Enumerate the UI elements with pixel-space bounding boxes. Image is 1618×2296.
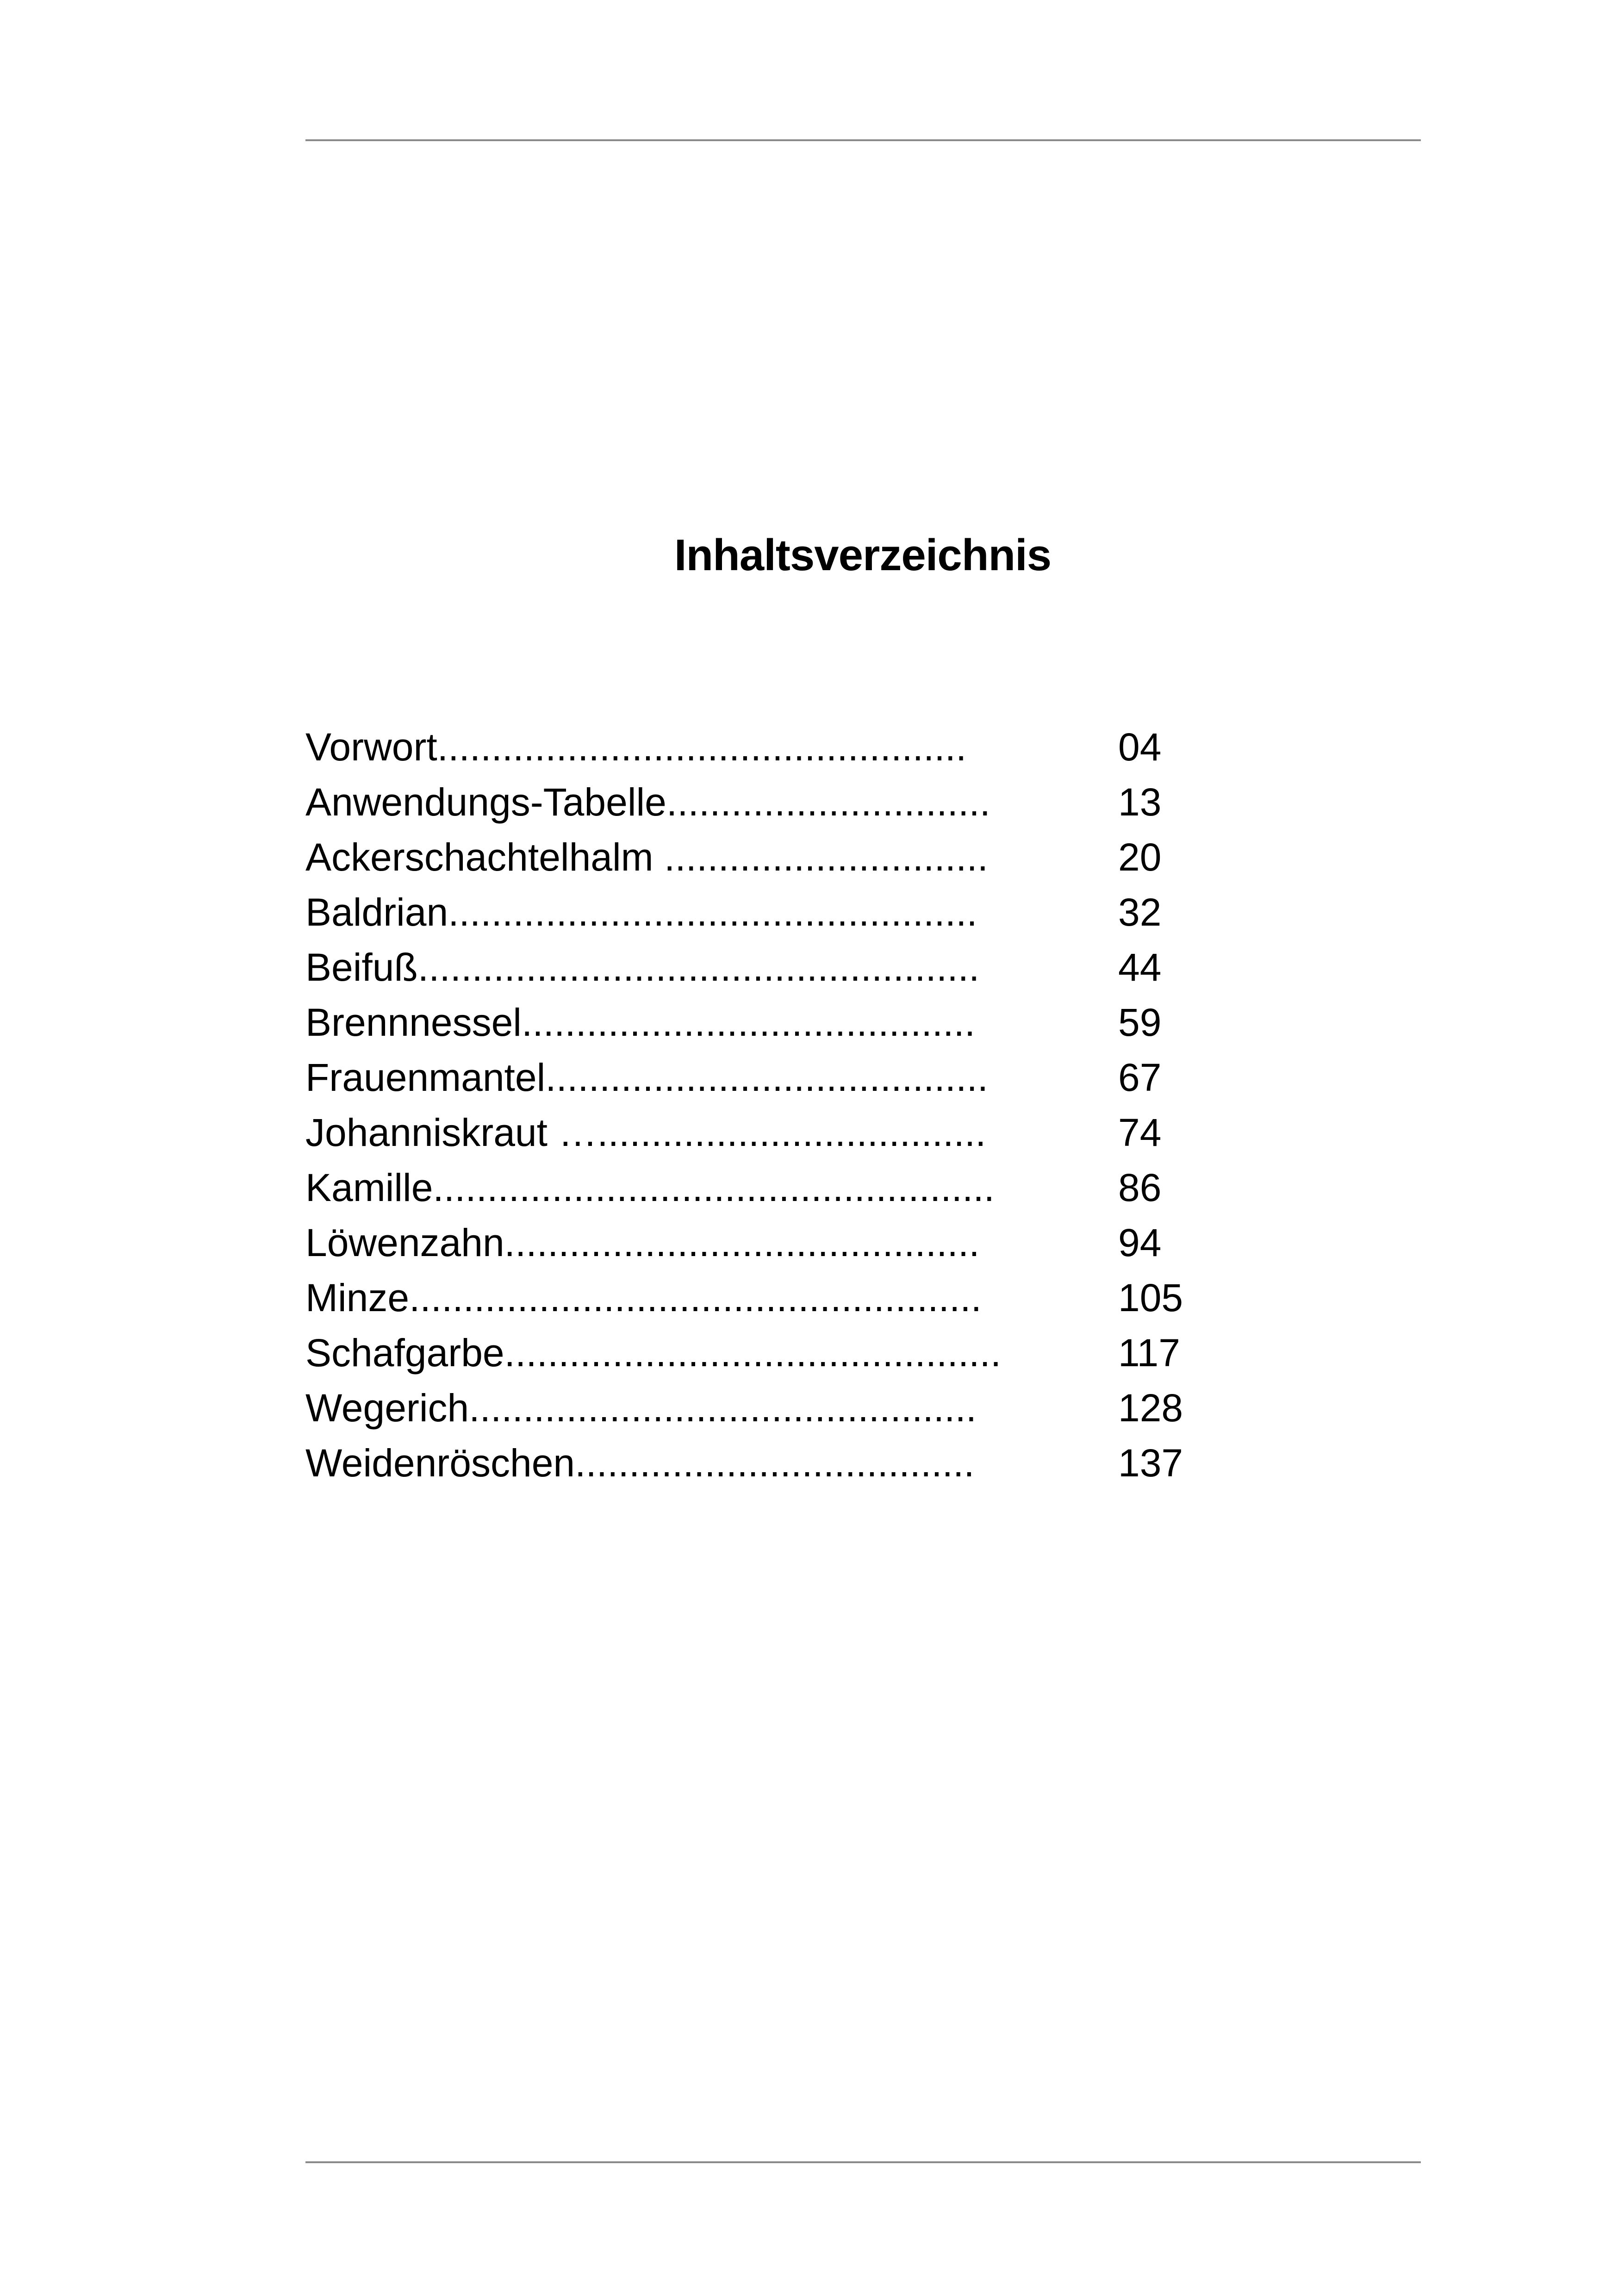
toc-entry-label: Baldrian.................................................: [305, 890, 977, 934]
toc-entry-label: Vorwort.................................................: [305, 725, 967, 769]
toc-entry: [305, 1381, 1231, 1436]
toc-entry-label: Wegerich...............................................: [305, 1386, 977, 1430]
toc-entry-page: 32: [1118, 890, 1162, 934]
toc-entry: [305, 1105, 1231, 1160]
toc-entry: [305, 1160, 1231, 1215]
toc-entry-label: Beifuß....................................................: [305, 946, 980, 989]
header-rule: [305, 139, 1421, 141]
toc-entry: [305, 1270, 1231, 1325]
toc-entry-label: Kamille....................................................: [305, 1166, 995, 1209]
table-of-contents: [305, 720, 1231, 1491]
toc-entry: [305, 995, 1231, 1050]
toc-entry-label: Ackerschachtelhalm ..............................: [305, 835, 989, 879]
toc-entry-label: Weidenröschen.....................................: [305, 1441, 975, 1485]
toc-entry-label: Anwendungs-Tabelle..............................: [305, 780, 991, 824]
toc-entry: [305, 1325, 1231, 1381]
toc-entry-page: 44: [1118, 946, 1162, 989]
toc-entry-label: Brennnessel..........................................: [305, 1001, 976, 1044]
toc-entry-page: 13: [1118, 780, 1162, 824]
toc-entry: [305, 830, 1231, 885]
toc-entry: [305, 720, 1231, 775]
toc-entry-page: 67: [1118, 1056, 1162, 1099]
toc-entry: [305, 940, 1231, 995]
toc-entry: [305, 885, 1231, 940]
toc-entry-page: 137: [1118, 1441, 1183, 1485]
toc-entry-page: 105: [1118, 1276, 1183, 1319]
toc-entry-label: Schafgarbe..............................................: [305, 1331, 1002, 1375]
toc-entry-page: 94: [1118, 1221, 1162, 1264]
page-title: Inhaltsverzeichnis: [674, 530, 1052, 580]
toc-entry-label: Johanniskraut …....................................: [305, 1111, 986, 1154]
toc-entry: [305, 1215, 1231, 1270]
toc-entry-page: 128: [1118, 1386, 1183, 1430]
toc-entry-page: 59: [1118, 1001, 1162, 1044]
footer-rule: [305, 2161, 1421, 2163]
toc-entry-page: 20: [1118, 835, 1162, 879]
toc-entry-page: 04: [1118, 725, 1162, 769]
toc-entry-label: Löwenzahn............................................: [305, 1221, 980, 1264]
toc-entry: [305, 1050, 1231, 1105]
toc-entry-label: Frauenmantel.........................................: [305, 1056, 989, 1099]
toc-entry-page: 74: [1118, 1111, 1162, 1154]
toc-entry-page: 117: [1118, 1331, 1180, 1375]
toc-entry: [305, 775, 1231, 830]
toc-entry-page: 86: [1118, 1166, 1162, 1209]
toc-entry: [305, 1436, 1231, 1491]
toc-entry-label: Minze.....................................................: [305, 1276, 982, 1319]
